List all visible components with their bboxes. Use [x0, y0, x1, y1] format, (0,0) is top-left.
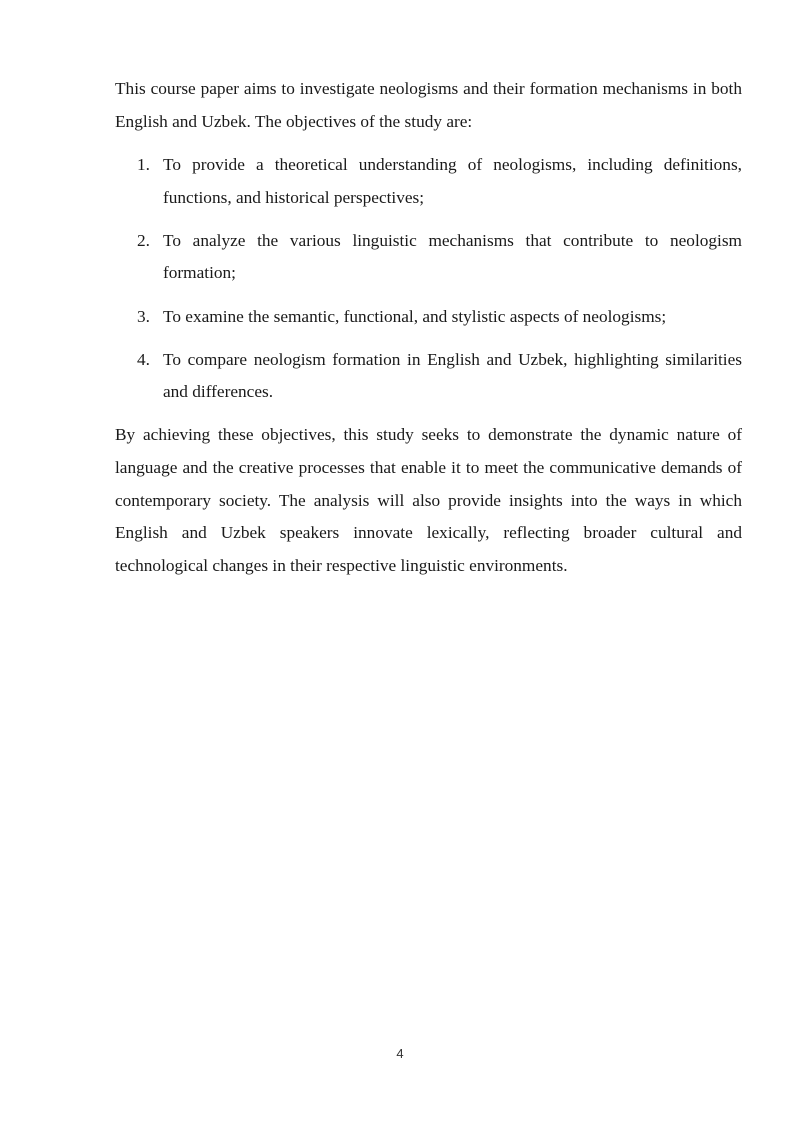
list-item [115, 149, 742, 214]
list-item-text: To examine the semantic, functional, and stylistic aspects of neologisms; [163, 306, 667, 326]
list-item-number: 1. [137, 155, 150, 175]
list-item [115, 344, 742, 409]
page-body [115, 73, 742, 582]
list-item [115, 301, 742, 334]
list-item-text: To analyze the various linguistic mechanisms that contribute to neologism formation; [163, 230, 742, 283]
list-item-number: 3. [137, 306, 150, 326]
list-item-text: To provide a theoretical understanding of neologisms, including definitions, functions, and historical perspectives; [163, 155, 742, 207]
objectives-list [115, 149, 742, 409]
conclusion-paragraph: By achieving these objectives, this study seeks to demonstrate the dynamic nature of language and the creative processes that enable it to meet the communicative demands of contemporary society. The analysis will also provide insights into the ways in which English and Uzbek speakers innovate lexically, reflecting broader cultural and technological changes in their respective linguistic environments. [115, 425, 742, 575]
list-item-number: 4. [137, 349, 150, 369]
list-item-text: To compare neologism formation in English and Uzbek, highlighting similarities and differences. [163, 349, 742, 402]
intro-paragraph: This course paper aims to investigate neologisms and their formation mechanisms in both English and Uzbek. The objectives of the study are: [115, 79, 742, 131]
list-item [115, 225, 742, 290]
list-item-number: 2. [137, 230, 150, 250]
page-number: 4 [396, 1046, 404, 1061]
